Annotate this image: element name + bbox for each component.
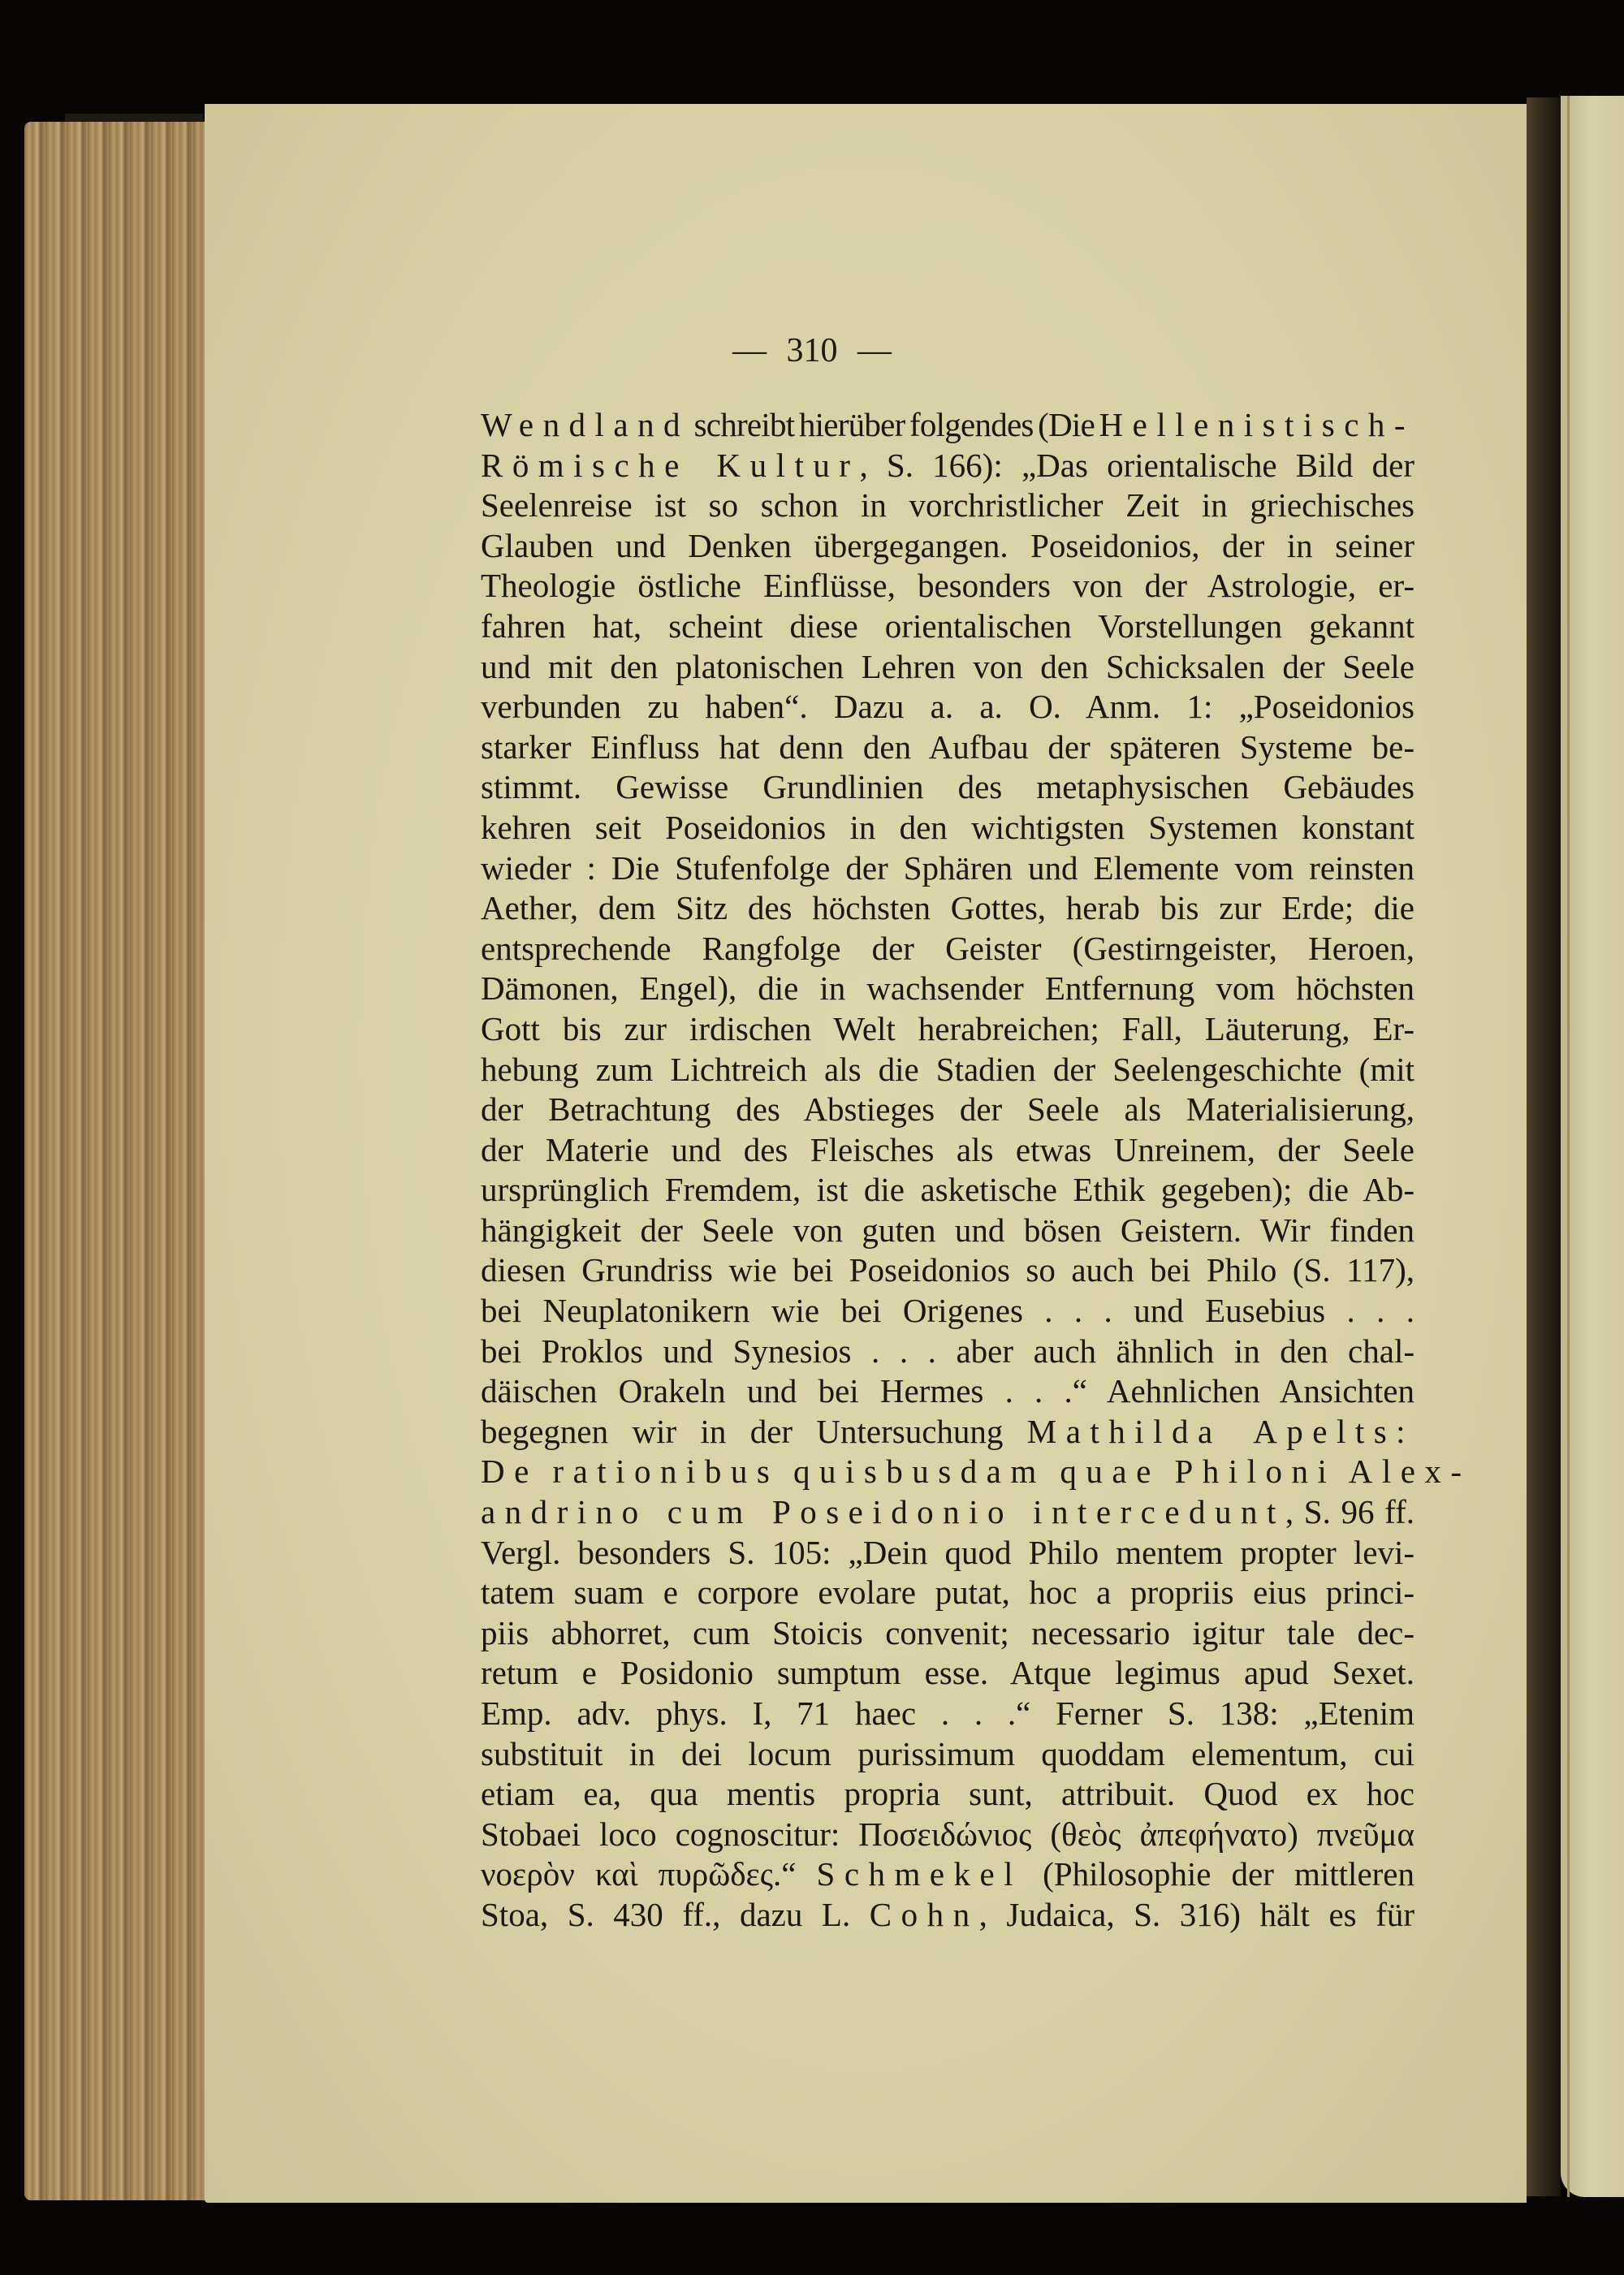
text-line [481, 767, 1415, 808]
text-line-content [481, 1009, 1415, 1050]
text-line [481, 486, 1415, 526]
text-segment: schreibt hierüber folgendes (Die [689, 406, 1099, 443]
text-line [481, 1774, 1415, 1815]
text-line-content [481, 1613, 1415, 1654]
text-line [481, 1291, 1415, 1332]
text-segment: Theologie östliche Einflüsse, besonders von der Astrologie, er- [481, 567, 1415, 605]
text-line-content [481, 1533, 1415, 1574]
text-segment: Stoa, S. 430 ff., dazu L. [481, 1895, 870, 1933]
text-line-content [481, 1573, 1415, 1613]
text-line [481, 1332, 1415, 1372]
text-line [481, 1130, 1415, 1171]
text-segment: retum e Posidonio sumptum esse. Atque legimus apud Sexet. [481, 1654, 1415, 1692]
text-segment: verbunden zu haben“. Dazu a. a. O. Anm. 1: „Poseidonios [481, 688, 1415, 726]
text-line [481, 1573, 1415, 1613]
text-line [481, 727, 1415, 768]
text-line [481, 969, 1415, 1009]
text-line [481, 1533, 1415, 1574]
text-line-content [481, 687, 1415, 727]
text-line-content [481, 1130, 1415, 1171]
text-line-content [481, 405, 1415, 446]
text-line-content [481, 808, 1415, 848]
text-line-content [481, 1170, 1415, 1211]
text-line [481, 1090, 1415, 1130]
text-line-content [481, 526, 1415, 567]
text-line-content [481, 1694, 1415, 1734]
text-line [481, 1895, 1415, 1936]
text-line-content [481, 1250, 1415, 1291]
text-line [481, 1653, 1415, 1694]
text-segment: kehren seit Poseidonios in den wichtigsten Systemen konstant [481, 808, 1415, 846]
text-line-content [481, 1774, 1415, 1815]
text-segment: Dämonen, Engel), die in wachsender Entfernung vom höchsten [481, 969, 1415, 1008]
text-segment: bei Neuplatonikern wie bei Origenes . . . und Eusebius . . . [481, 1292, 1415, 1330]
text-line-content [481, 446, 1415, 486]
text-segment: wieder : Die Stufenfolge der Sphären und Elemente vom reinsten [481, 848, 1415, 887]
text-line-content [481, 1371, 1415, 1412]
spaced-emphasis: De rationibus quisbusdam quae Philoni Alex- [481, 1453, 1471, 1491]
text-line [481, 808, 1415, 848]
text-segment: stimmt. Gewisse Grundlinien des metaphysischen Gebäudes [481, 768, 1415, 806]
spaced-emphasis: Schmekel [816, 1855, 1023, 1893]
text-line-content [481, 1653, 1415, 1694]
text-line [481, 1170, 1415, 1211]
text-segment: , S. 96 ff. [1285, 1493, 1415, 1531]
text-line-content [481, 1332, 1415, 1372]
text-segment: substituit in dei locum purissimum quoddam elementum, cui [481, 1734, 1415, 1772]
text-line [481, 566, 1415, 607]
text-segment: diesen Grundriss wie bei Poseidonios so auch bei Philo (S. 117), [481, 1251, 1415, 1289]
spaced-emphasis: Mathilda Apelts: [1026, 1412, 1415, 1450]
spaced-emphasis: Hellenistisch- [1099, 406, 1415, 443]
spaced-emphasis: Römische Kultur [481, 446, 860, 484]
text-line-content [481, 969, 1415, 1009]
text-segment: starker Einfluss hat denn den Aufbau der späteren Systeme be- [481, 727, 1415, 766]
text-line [481, 1613, 1415, 1654]
text-line [481, 526, 1415, 567]
text-segment: piis abhorret, cum Stoicis convenit; necessario igitur tale dec- [481, 1613, 1415, 1651]
text-line [481, 929, 1415, 969]
text-segment: hängigkeit der Seele von guten und bösen Geistern. Wir finden [481, 1211, 1415, 1249]
text-line-content [481, 1291, 1415, 1332]
text-line [481, 607, 1415, 647]
text-line [481, 1009, 1415, 1050]
spaced-emphasis: Cohn [869, 1895, 979, 1933]
text-segment: däischen Orakeln und bei Hermes . . .“ Aehnlichen Ansichten [481, 1372, 1415, 1410]
text-segment: Vergl. besonders S. 105: „Dein quod Philo mentem propter levi- [481, 1533, 1415, 1571]
text-segment: der Betrachtung des Abstieges der Seele als Materialisierung, [481, 1090, 1415, 1129]
text-line-content [481, 1412, 1415, 1453]
text-line [481, 647, 1415, 688]
text-segment: und mit den platonischen Lehren von den Schicksalen der Seele [481, 647, 1415, 685]
page-edges-stack [24, 122, 207, 2200]
text-line [481, 1734, 1415, 1775]
text-line-content [481, 929, 1415, 969]
text-line [481, 1050, 1415, 1090]
text-line-content [481, 607, 1415, 647]
text-segment: etiam ea, qua mentis propria sunt, attribuit. Quod ex hoc [481, 1775, 1415, 1813]
text-line [481, 687, 1415, 727]
text-line [481, 1694, 1415, 1734]
text-segment: bei Proklos und Synesios . . . aber auch ähnlich in den chal- [481, 1332, 1415, 1370]
text-line [481, 1250, 1415, 1291]
body-text [481, 405, 1471, 1936]
text-line-content [481, 1211, 1415, 1251]
spaced-emphasis: Wendland [481, 406, 690, 443]
text-line-content [481, 1452, 1471, 1492]
facing-page-sliver [1561, 96, 1624, 2197]
text-line-content [481, 647, 1415, 688]
text-line-content [481, 1734, 1415, 1775]
text-line [481, 1854, 1415, 1895]
text-segment: tatem suam e corpore evolare putat, hoc a propriis eius princi- [481, 1574, 1415, 1612]
text-line-content [481, 566, 1415, 607]
text-segment: fahren hat, scheint diese orientalischen Vorstellungen gekannt [481, 607, 1415, 645]
text-line-content [481, 486, 1415, 526]
text-line-content [481, 1050, 1415, 1090]
text-line-content [481, 1854, 1415, 1895]
text-line [481, 446, 1415, 486]
text-line-content [481, 1895, 1415, 1936]
text-segment: Emp. adv. phys. I, 71 haec . . .“ Ferner S. 138: „Etenim [481, 1694, 1415, 1732]
text-line [481, 888, 1415, 929]
text-segment: , S. 166): „Das orientalische Bild der [859, 446, 1415, 484]
text-segment: Aether, dem Sitz des höchsten Gottes, herab bis zur Erde; die [481, 889, 1415, 927]
text-line [481, 1371, 1415, 1412]
text-segment: Glauben und Denken übergegangen. Poseidonios, der in seiner [481, 526, 1415, 564]
text-line-content [481, 848, 1415, 889]
text-segment: νοερὸν καὶ πυρῶδες.“ [481, 1855, 817, 1893]
text-line [481, 1492, 1415, 1533]
text-segment: entsprechende Rangfolge der Geister (Gestirngeister, Heroen, [481, 929, 1415, 967]
text-line [481, 1452, 1471, 1492]
text-line [481, 1211, 1415, 1251]
text-segment: der Materie und des Fleisches als etwas Unreinem, der Seele [481, 1130, 1415, 1168]
text-segment: ursprünglich Fremdem, ist die asketische Ethik gegeben); die Ab- [481, 1171, 1415, 1209]
text-line-content [481, 888, 1415, 929]
text-line-content [481, 1815, 1415, 1855]
text-line [481, 1412, 1415, 1453]
page-number: — 310 — [732, 332, 892, 369]
text-segment: (Philosophie der mittleren [1022, 1855, 1415, 1893]
text-line-content [481, 727, 1415, 768]
text-line-content [481, 767, 1415, 808]
text-line-content [481, 1090, 1415, 1130]
text-segment: , Judaica, S. 316) hält es für [978, 1895, 1415, 1933]
text-segment: begegnen wir in der Untersuchung [481, 1412, 1027, 1450]
text-line [481, 848, 1415, 889]
text-segment: Stobaei loco cognoscitur: Ποσειδώνιος (θεὸς ἀπεφήνατο) πνεῦμα [481, 1815, 1415, 1853]
text-segment: Seelenreise ist so schon in vorchristlicher Zeit in griechisches [481, 486, 1415, 525]
text-line [481, 405, 1415, 446]
text-segment: Gott bis zur irdischen Welt herabreichen; Fall, Läuterung, Er- [481, 1009, 1415, 1047]
spaced-emphasis: andrino cum Poseidonio intercedunt [481, 1493, 1285, 1531]
book-gutter [1527, 97, 1561, 2196]
text-line-content [481, 1492, 1415, 1533]
text-line [481, 1815, 1415, 1855]
text-segment: hebung zum Lichtreich als die Stadien der Seelengeschichte (mit [481, 1050, 1415, 1088]
